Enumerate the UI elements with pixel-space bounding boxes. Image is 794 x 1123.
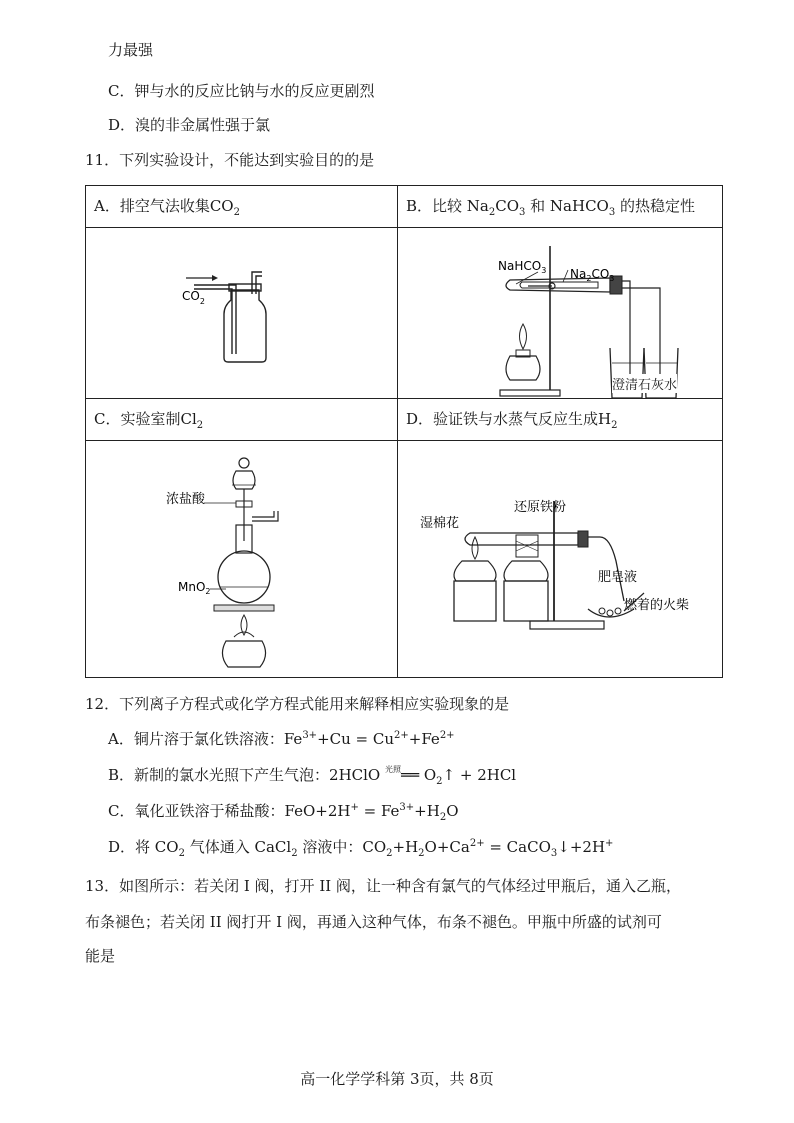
- q11-table: [85, 185, 723, 678]
- mno2-label: MnO$_2$: [178, 580, 211, 596]
- q12-stem: 12．下列离子方程式或化学方程式能用来解释相应实验现象的是: [85, 695, 510, 713]
- q13-line-3: 能是: [85, 947, 116, 965]
- q12-option-b: B．新制的氯水光照下产生气泡：2HClO $^{光照}$══ $O_2↑ + 2HCl$: [108, 765, 517, 787]
- q11-stem: 11．下列实验设计，不能达到实验目的的是: [85, 151, 375, 169]
- thermal-stability-diagram: [398, 228, 731, 398]
- iron-steam-reaction-diagram: [398, 441, 731, 677]
- q11-option-b: B．比较 $Na_2CO_3$ 和 NaHCO$_3$ 的热稳定性: [398, 186, 723, 228]
- q11-option-a: A．排空气法收集$CO_2$: [86, 186, 398, 228]
- q11-figure-b: [398, 228, 723, 399]
- gas-collection-bottle-diagram: [86, 228, 389, 398]
- chlorine-preparation-diagram: [86, 441, 389, 677]
- conc-hcl-label: 浓盐酸: [166, 492, 206, 507]
- q10-option-d: D．溴的非金属性强于氯: [108, 116, 271, 134]
- q13-line-1: 13．如图所示：若关闭 I 阀，打开 II 阀，让一种含有氯气的气体经过甲瓶后，通入乙瓶，: [85, 877, 681, 895]
- q13-line-2: 布条褪色；若关闭 II 阀打开 I 阀，再通入这种气体，布条不褪色。甲瓶中所盛的试剂可: [85, 913, 662, 931]
- iron-powder-label: 还原铁粉: [514, 500, 567, 515]
- soap-solution-label: 肥皂液: [598, 570, 638, 585]
- q11-option-d: D．验证铁与水蒸气反应生成$H_2$: [398, 399, 723, 441]
- q12-option-d: D．将 $CO_2$ 气体通入 CaCl$_2$ 溶液中：$CO_2+H_2O+Ca^{2+}$ = CaCO$_3$↓+2H+: [108, 838, 614, 859]
- q12-option-c: C．氧化亚铁溶于稀盐酸：$FeO+2H^+ = Fe^{3+}+H_2O$: [108, 802, 459, 823]
- q11-figure-a: [86, 228, 398, 399]
- limewater-label: 澄清石灰水: [612, 374, 677, 393]
- q11-figure-d: [398, 441, 723, 678]
- q12-option-a: A．铜片溶于氯化铁溶液：$Fe^{3+}+Cu = Cu^{2+}+Fe^{2+}$: [108, 730, 455, 748]
- na2co3-label: $Na_2CO_3$: [570, 267, 615, 283]
- nahco3-label: NaHCO$_3$: [498, 259, 547, 275]
- wet-cotton-label: 湿棉花: [420, 516, 460, 531]
- q10-option-c: C．钾与水的反应比钠与水的反应更剧烈: [108, 82, 375, 100]
- co2-label: $CO_2$: [182, 289, 205, 306]
- burning-match-label: 燃着的火柴: [624, 598, 690, 613]
- q10-continuation: 力最强: [108, 41, 154, 59]
- q11-figure-c: [86, 441, 398, 678]
- q11-option-c: C．实验室制$Cl_2$: [86, 399, 398, 441]
- page-footer: 高一化学学科第 3页，共 8页: [300, 1070, 494, 1088]
